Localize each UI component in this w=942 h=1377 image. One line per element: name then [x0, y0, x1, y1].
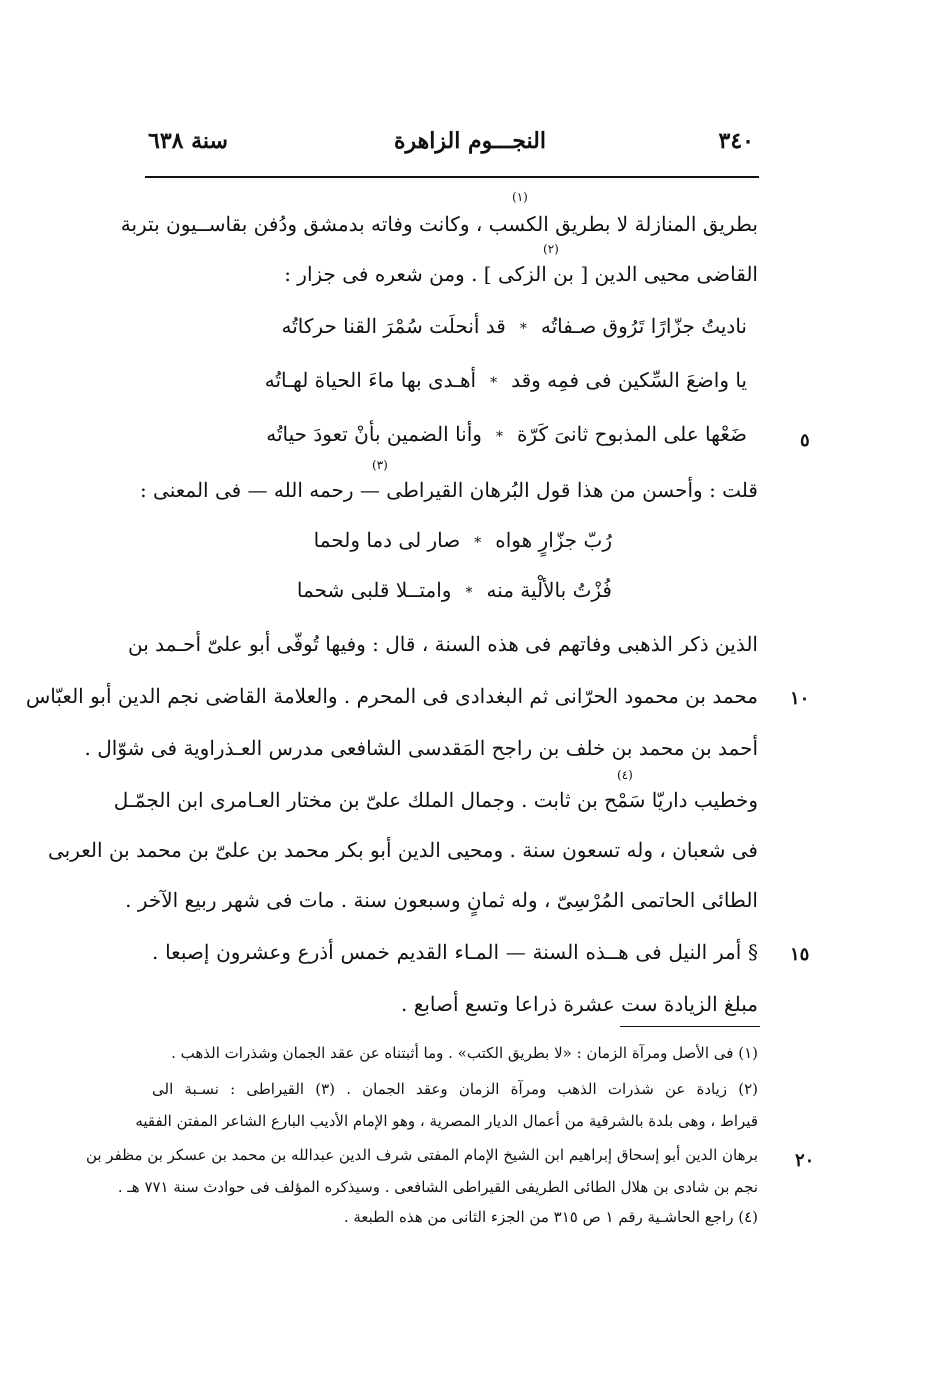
poem-verse: [282, 314, 747, 338]
page-number: ٣٤٠: [718, 128, 754, 154]
footnote-line: نجم بن شادى بن هلال الطائى الطريفى القيراطى الشافعى . وسيذكره المؤلف فى حوادث سنة ٧٧١ هـ .: [117, 1178, 758, 1196]
verse-hemistich-second: قد أنحلَت سُمْرَ القنا حركاتُه: [281, 314, 506, 338]
footnote-line: برهان الدين أبو إسحاق إبراهيم ابن الشيخ الإمام المفتى شرف الدين عبدالله بن محمد بن عسكر بن مظفر بن: [85, 1146, 758, 1164]
footnote-line: (٢) زيادة عن شذرات الذهب ومرآة الزمان وعقد الجمان . (٣) القيراطى : نسـبة الى: [152, 1080, 758, 1098]
verse-separator: *: [495, 429, 503, 445]
margin-line-number: ٥: [800, 430, 810, 451]
text-line: القاضى محيى الدين [ بن الزكى ] . ومن شعره فى جزار :: [284, 262, 758, 286]
margin-line-number: ١٠: [790, 688, 810, 709]
text-line: وخطيب داريّا سَمْح بن ثابت . وجمال الملك علىّ بن مختار العـامرى ابن الجمّـل: [113, 788, 758, 812]
verse-separator: *: [474, 535, 482, 551]
verse-hemistich-first: ناديتُ جزّارًا تَرُوق صـفاتُه: [540, 314, 747, 338]
text-line: أحمد بن محمد بن خلف بن راجح المَقدسى الشافعى مدرس العـذراوية فى شوّال .: [84, 736, 758, 760]
text-line: § أمر النيل فى هــذه السنة — المـاء القديم خمس أذرع وعشرون إصبعا .: [152, 940, 758, 964]
footnote-line: قيراط ، وهى بلدة بالشرقية من أعمال الديار المصرية ، وهو الإمام الأديب البارع الشاعر المفتن الفقيه: [135, 1112, 758, 1130]
margin-line-number: ٢٠: [795, 1150, 815, 1171]
verse-hemistich-first: ضَعْها على المذبوح ثانىَ كَرّة: [516, 422, 747, 446]
text-line: فى شعبان ، وله تسعون سنة . ومحيى الدين أبو بكر محمد بن علىّ بن محمد بن العربى: [48, 838, 758, 862]
verse-separator: *: [519, 321, 527, 337]
verse-hemistich-second: أهـدى بها ماءَ الحياة لهـاتُه: [264, 368, 477, 392]
margin-line-number: ١٥: [790, 944, 810, 965]
footnote-marker-3: (٣): [372, 458, 388, 472]
header-rule: [145, 176, 759, 178]
footnote-marker-4: (٤): [617, 768, 633, 782]
verse-hemistich-second: صار لى دما ولحما: [313, 528, 461, 552]
verse-separator: *: [465, 585, 473, 601]
text-line: بطريق المنازلة لا بطريق الكسب ، وكانت وفاته بدمشق ودُفن بقاســيون بتربة: [120, 212, 758, 236]
text-line: الذين ذكر الذهبى وفاتهم فى هذه السنة ، قال : وفيها تُوفّى أبو علىّ أحـمد بن: [128, 632, 758, 656]
footnote-line: (٤) راجع الحاشـية رقم ١ ص ٣١٥ من الجزء الثانى من هذه الطبعة .: [343, 1208, 758, 1226]
footnote-marker-2: (٢): [543, 242, 559, 256]
footnote-marker-1: (١): [512, 190, 528, 204]
verse-hemistich-first: فُزْتُ بالألْية منه: [486, 578, 612, 602]
verse-hemistich-second: وأنا الضمين بأنْ تعودَ حياتُه: [266, 422, 482, 446]
footnote-rule: [620, 1026, 760, 1027]
text-line: قلت : وأحسن من هذا قول البُرهان القيراطى — رحمه الله — فى المعنى :: [139, 478, 758, 502]
verse-hemistich-first: رُبّ جزّارٍ هواه: [495, 528, 612, 552]
footnote-line: (١) فى الأصل ومرآة الزمان : «لا بطريق الكتب» . وما أثبتناه عن عقد الجمان وشذرات الذهب .: [171, 1044, 758, 1062]
poem-verse: [266, 422, 747, 446]
poem-verse: [297, 578, 612, 602]
text-line: محمد بن محمود الحرّانى ثم البغدادى فى المحرم . والعلامة القاضى نجم الدين أبو العبّاس: [25, 684, 758, 708]
text-line: الطائى الحاتمى المُرْسِىّ ، وله ثمانٍ وسبعون سنة . مات فى شهر ربيع الآخر .: [125, 888, 758, 912]
poem-verse: [265, 368, 747, 392]
verse-hemistich-second: وامتــلا قلبى شحما: [296, 578, 452, 602]
verse-hemistich-first: يا واضعَ السِّكين فى فمِه وقد: [511, 368, 747, 392]
text-line: مبلغ الزيادة ست عشرة ذراعا وتسع أصابع .: [401, 992, 758, 1016]
running-title: النجـــوم الزاهرة: [394, 128, 546, 154]
verse-separator: *: [490, 375, 498, 391]
poem-verse: [314, 528, 612, 552]
year-label: سنة ٦٣٨: [148, 128, 228, 154]
